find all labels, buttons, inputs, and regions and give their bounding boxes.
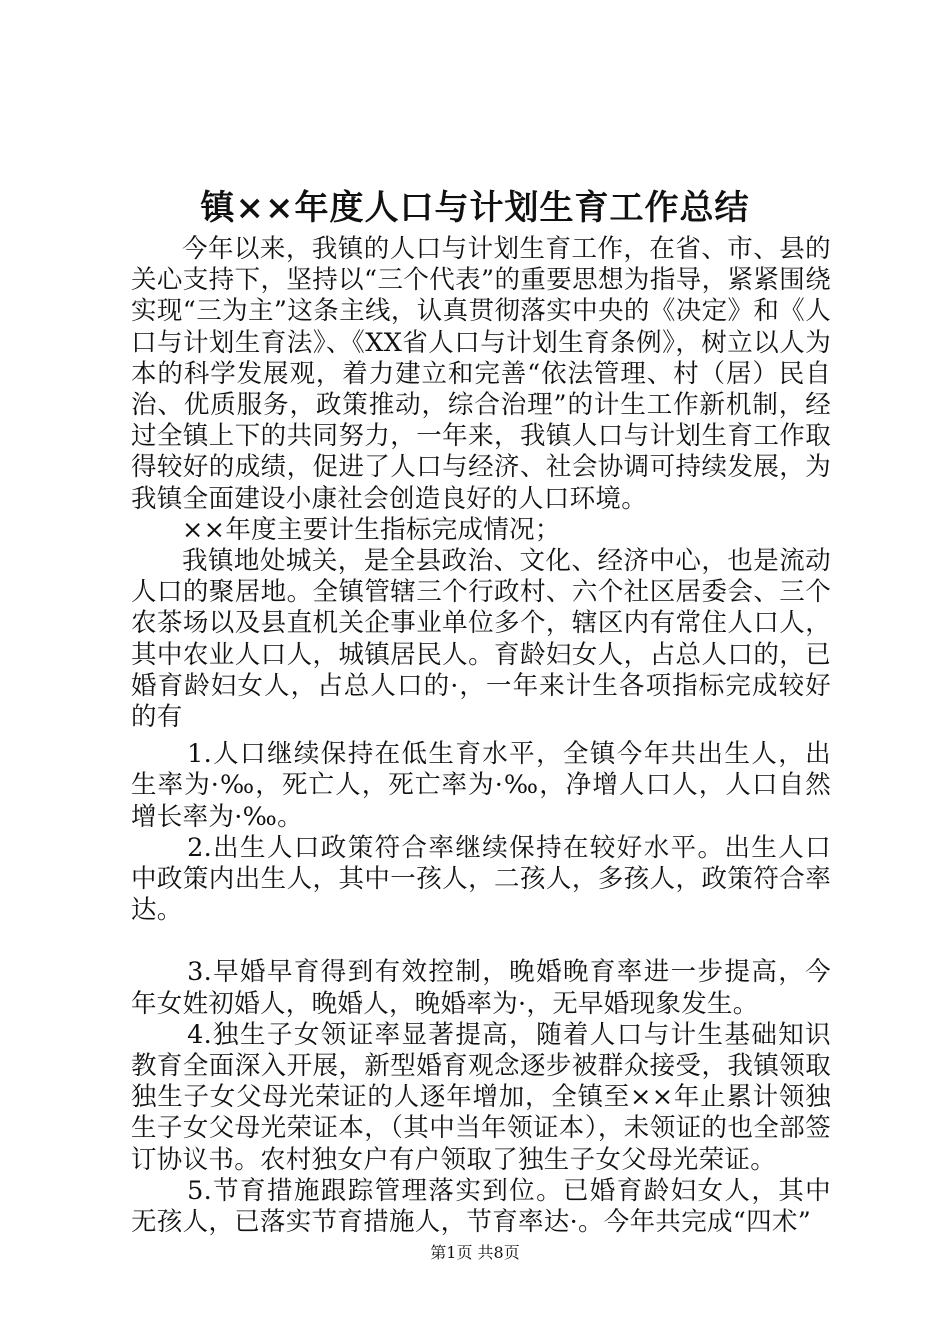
- page-number-footer: 第1页 共8页: [430, 1243, 520, 1262]
- document-title: 镇××年度人口与计划生育工作总结: [200, 188, 750, 228]
- paragraph-item-4: 4.独生子女领证率显著提高，随着人口与计生基础知识教育全面深入开展，新型婚育观念逐步被群众接受，我镇领取独生子女父母光荣证的人逐年增加，全镇至××年止累计领独生子女父母光荣证本，（其中当年领证本），未领证的也全部签订协议书。农村独女户有户领取了独生子女父母光荣证。: [131, 1019, 831, 1175]
- paragraph-item-2: 2.出生人口政策符合率继续保持在较好水平。出生人口中政策内出生人，其中一孩人，二孩人，多孩人，政策符合率达。: [131, 832, 831, 926]
- paragraph-intro: 今年以来，我镇的人口与计划生育工作，在省、市、县的关心支持下，坚持以“三个代表”的重要思想为指导，紧紧围绕实现“三为主”这条主线，认真贯彻落实中央的《决定》和《人口与计划生育法》、《XX省人口与计划生育条例》，树立以人为本的科学发展观，着力建立和完善“依法管理、村（居）民自治、优质服务，政策推动，综合治理”的计生工作新机制，经过全镇上下的共同努力，一年来，我镇人口与计划生育工作取得较好的成绩，促进了人口与经济、社会协调可持续发展，为我镇全面建设小康社会创造良好的人口环境。: [131, 234, 831, 514]
- paragraph-item-3: 3.早婚早育得到有效控制，晚婚晚育率进一步提高，今年女姓初婚人，晚婚人，晚婚率为·，无早婚现象发生。: [131, 957, 831, 1019]
- paragraph-item-5: 5.节育措施跟踪管理落实到位。已婚育龄妇女人，其中无孩人，已落实节育措施人，节育率达·。今年共完成“四术”: [131, 1175, 831, 1238]
- paragraph-town-overview: 我镇地处城关，是全县政治、文化、经济中心，也是流动人口的聚居地。全镇管辖三个行政村、六个社区居委会、三个农茶场以及县直机关企事业单位多个，辖区内有常住人口人，其中农业人口人，城镇居民人。育龄妇女人，占总人口的，已婚育龄妇女人，占总人口的·，一年来计生各项指标完成较好的有: [131, 546, 831, 733]
- paragraph-item-1: 1.人口继续保持在低生育水平，全镇今年共出生人，出生率为·‰，死亡人，死亡率为·‰，净增人口人，人口自然增长率为·‰。: [131, 739, 831, 832]
- paragraph-indicators-heading: ××年度主要计生指标完成情况；: [182, 514, 561, 545]
- document-body: [131, 234, 831, 1238]
